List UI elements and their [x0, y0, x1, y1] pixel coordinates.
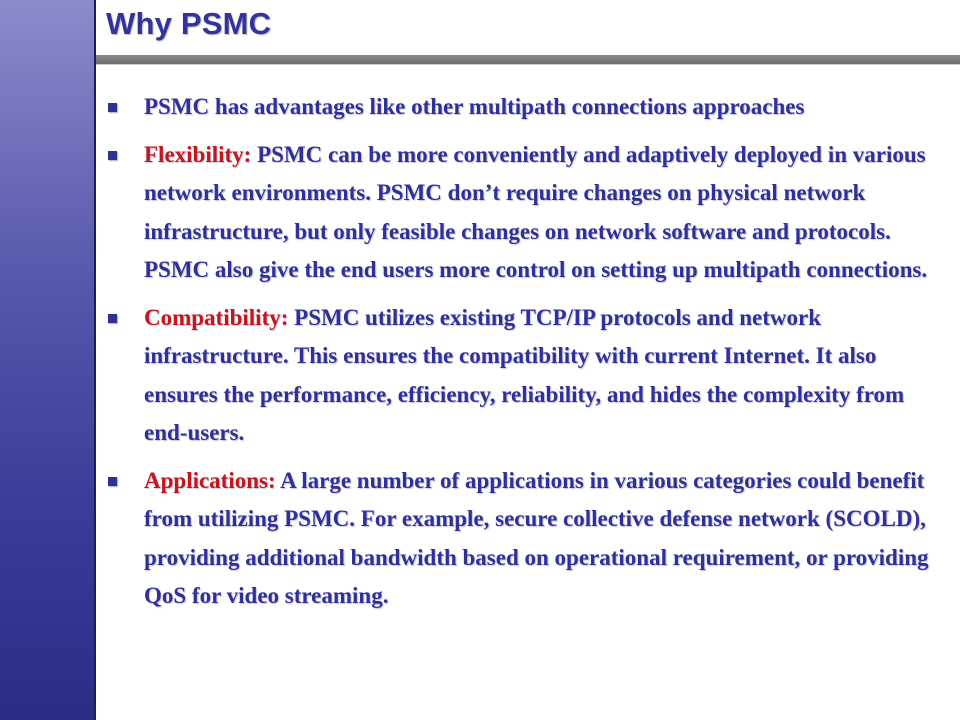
bullet-item-applications [106, 462, 936, 616]
bullet-text: PSMC has advantages like other multipath connections approaches [144, 94, 805, 119]
bullet-text: A large number of applications in various categories could benefit from utilizing PSMC. For example, secure collective defense network (SCOLD), providing additional bandwidth based on operational requirement, or providing QoS for video streaming. [144, 467, 929, 608]
bullet-keyword: Flexibility: [144, 141, 252, 167]
bullet-item-advantages [106, 88, 936, 127]
slide-title: Why PSMC [106, 6, 272, 41]
bullet-list [106, 88, 936, 625]
square-bullet-icon [108, 103, 117, 112]
square-bullet-icon [108, 151, 117, 160]
bullet-text: PSMC can be more conveniently and adaptively deployed in various network environments. PSMC don’t require changes on physical network infrastructure, but only feasible changes on network software and protocols. PSMC also give the end users more control on setting up multipath connections. [144, 141, 928, 282]
bullet-item-compatibility [106, 299, 936, 453]
square-bullet-icon [108, 314, 117, 323]
bullet-keyword: Applications: [144, 467, 276, 493]
bullet-item-flexibility [106, 136, 936, 290]
title-divider [96, 55, 960, 65]
square-bullet-icon [108, 477, 117, 486]
sidebar-decoration [0, 0, 96, 720]
bullet-keyword: Compatibility: [144, 304, 289, 330]
bullet-text: PSMC utilizes existing TCP/IP protocols and network infrastructure. This ensures the compatibility with current Internet. It also ensures the performance, efficiency, reliability, and hides the complexity from end-users. [144, 304, 905, 445]
